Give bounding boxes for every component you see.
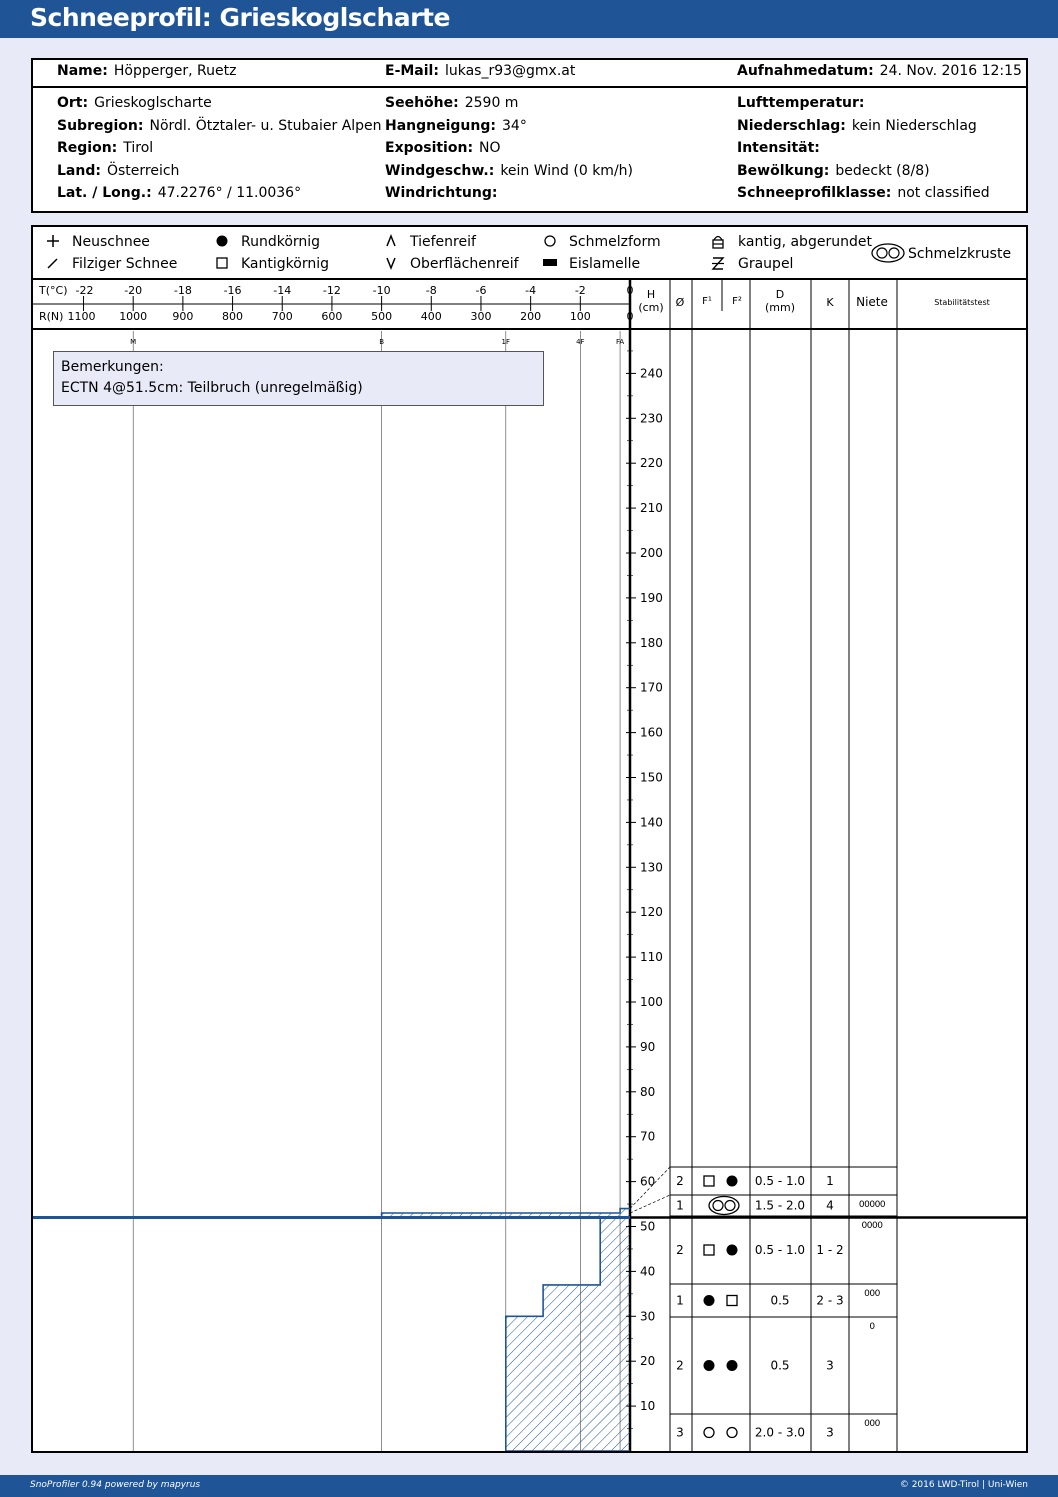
legend-tiefenreif: Tiefenreif bbox=[410, 234, 476, 250]
height-tick-label: 200 bbox=[640, 546, 663, 560]
resistance-tick-label: 800 bbox=[222, 310, 244, 323]
k-cell: 4 bbox=[826, 1198, 834, 1213]
resistance-tick-label: 700 bbox=[271, 310, 293, 323]
row-connector bbox=[630, 1195, 670, 1213]
kantigkoernig-icon bbox=[217, 258, 227, 268]
eislamelle-icon bbox=[543, 259, 557, 266]
temp-tick-label: -12 bbox=[322, 284, 341, 297]
niete-cell: 000 bbox=[864, 1419, 880, 1429]
height-tick-label: 70 bbox=[640, 1129, 656, 1144]
temp-tick-label: -4 bbox=[525, 284, 537, 297]
remarks-text: ECTN 4@51.5cm: Teilbruch (unregelmäßig) bbox=[61, 380, 363, 396]
height-tick-label: 10 bbox=[640, 1399, 656, 1414]
region-field: Region: Tirol bbox=[57, 140, 154, 156]
legend-graupel: Graupel bbox=[738, 256, 794, 272]
niete-cell: 0000 bbox=[861, 1221, 883, 1231]
temp-tick-label: -2 bbox=[574, 284, 586, 297]
info-box bbox=[31, 58, 1028, 213]
height-tick-label: 120 bbox=[640, 905, 663, 920]
f2-header: F² bbox=[732, 296, 742, 307]
schmelzkruste-icon bbox=[725, 1201, 735, 1211]
exposition-field: Exposition: NO bbox=[385, 140, 501, 156]
subregion-field: Subregion: Nördl. Ötztaler- u. Stubaier Alpen bbox=[57, 118, 382, 134]
rundkoernig-icon bbox=[217, 236, 228, 247]
h-unit: (cm) bbox=[638, 301, 664, 314]
tiefenreif-icon bbox=[387, 236, 395, 246]
seehoehe-field: Seehöhe: 2590 m bbox=[385, 95, 519, 111]
name-field: Name: Höpperger, Ruetz bbox=[57, 63, 237, 79]
d-unit: (mm) bbox=[764, 301, 796, 314]
wind-field: Windgeschw.: kein Wind (0 km/h) bbox=[385, 163, 633, 179]
height-tick-label: 140 bbox=[640, 815, 663, 830]
remarks-title: Bemerkungen: bbox=[61, 359, 164, 375]
bewoelkung-field: Bewölkung: bedeckt (8/8) bbox=[737, 163, 930, 179]
email-field: E-Mail: lukas_r93@gmx.at bbox=[385, 63, 576, 79]
hardness-label: 1F bbox=[501, 338, 511, 346]
ort-field: Ort: Grieskoglscharte bbox=[57, 95, 212, 111]
niete-cell: 000 bbox=[864, 1289, 880, 1299]
height-tick-label: 220 bbox=[640, 456, 663, 471]
stability-header: Stabilitätstest bbox=[934, 298, 990, 307]
footer-copyright: © 2016 LWD-Tirol | Uni-Wien bbox=[899, 1480, 1028, 1490]
d-cell: 2.0 - 3.0 bbox=[754, 1425, 806, 1440]
hardness-label: M bbox=[130, 338, 137, 346]
schmelzform-icon bbox=[704, 1428, 714, 1438]
schmelzform-icon bbox=[727, 1428, 737, 1438]
resistance-tick-label: 400 bbox=[420, 310, 442, 323]
resistance-tick-label: 300 bbox=[470, 310, 492, 323]
lufttemp-field: Lufttemperatur: bbox=[737, 95, 865, 111]
d-cell: 0.5 - 1.0 bbox=[754, 1174, 806, 1188]
profile-chart-box bbox=[31, 225, 1028, 1453]
legend bbox=[47, 234, 1011, 272]
hangneigung-field: Hangneigung: 34° bbox=[385, 118, 527, 134]
intensitaet-field: Intensität: bbox=[737, 140, 820, 156]
schmelzkruste-icon bbox=[713, 1201, 723, 1211]
grain-size-header: Ø bbox=[675, 296, 685, 309]
height-tick-label: 230 bbox=[640, 411, 663, 426]
temp-tick-label: -20 bbox=[124, 284, 143, 297]
kantig-abgerundet-icon bbox=[713, 237, 723, 249]
kantigkoernig-icon bbox=[704, 1245, 714, 1255]
header-bar bbox=[0, 0, 1058, 38]
grain-size-cell: 1 bbox=[676, 1198, 684, 1213]
hardness-label: B bbox=[379, 338, 385, 346]
d-header: D bbox=[775, 288, 785, 301]
oberflaechenreif-icon bbox=[387, 258, 395, 268]
resistance-tick-label: 500 bbox=[371, 310, 393, 323]
latlong-field: Lat. / Long.: 47.2276° / 11.0036° bbox=[57, 185, 302, 201]
niete-cell: 00000 bbox=[858, 1200, 886, 1210]
d-cell: 0.5 bbox=[770, 1358, 790, 1373]
hardness-layer bbox=[600, 1218, 630, 1285]
footer-bar bbox=[0, 1475, 1058, 1497]
niete-header: Niete bbox=[856, 295, 888, 309]
graupel-icon bbox=[712, 258, 724, 269]
legend-filzig: Filziger Schnee bbox=[72, 256, 178, 272]
grain-size-cell: 3 bbox=[676, 1425, 684, 1440]
legend-neuschnee: Neuschnee bbox=[72, 234, 150, 250]
remarks-box bbox=[53, 351, 544, 406]
temp-tick-label: 0 bbox=[626, 284, 634, 297]
d-cell: 1.5 - 2.0 bbox=[754, 1198, 806, 1213]
height-tick-label: 110 bbox=[640, 950, 663, 965]
k-cell: 3 bbox=[826, 1425, 834, 1440]
k-cell: 2 - 3 bbox=[816, 1293, 844, 1308]
temp-tick-label: -8 bbox=[425, 284, 437, 297]
filzig-icon bbox=[48, 259, 57, 268]
table-row bbox=[670, 1414, 897, 1440]
resistance-tick-label: 600 bbox=[321, 310, 343, 323]
height-tick-label: 80 bbox=[640, 1084, 656, 1099]
niederschlag-field: Niederschlag: kein Niederschlag bbox=[737, 118, 977, 134]
height-tick-label: 50 bbox=[640, 1219, 656, 1234]
k-cell: 1 - 2 bbox=[816, 1243, 844, 1257]
t-axis-label: T(°C) bbox=[39, 284, 68, 297]
height-tick-label: 180 bbox=[640, 635, 663, 650]
kantigkoernig-icon bbox=[727, 1296, 737, 1306]
profilklasse-field: Schneeprofilklasse: not classified bbox=[737, 185, 990, 201]
height-tick-label: 130 bbox=[640, 860, 663, 875]
resistance-tick-label: 0 bbox=[626, 310, 634, 323]
table-row bbox=[670, 1216, 897, 1257]
grain-size-cell: 2 bbox=[676, 1358, 684, 1373]
rundkoernig-icon bbox=[727, 1245, 738, 1256]
rundkoernig-icon bbox=[727, 1360, 738, 1371]
grain-size-cell: 2 bbox=[676, 1174, 684, 1188]
resistance-tick-label: 1100 bbox=[67, 310, 96, 323]
legend-kantigkoernig: Kantigkörnig bbox=[241, 256, 329, 272]
height-tick-label: 190 bbox=[640, 590, 663, 605]
height-tick-label: 160 bbox=[640, 725, 663, 740]
kantigkoernig-icon bbox=[704, 1176, 714, 1186]
info-separator bbox=[33, 86, 1026, 88]
f1-header: F¹ bbox=[702, 296, 712, 307]
height-tick-label: 90 bbox=[640, 1039, 656, 1054]
height-tick-label: 240 bbox=[640, 366, 663, 381]
legend-rundkoernig: Rundkörnig bbox=[241, 234, 321, 250]
height-tick-label: 60 bbox=[640, 1174, 656, 1189]
legend-oberflaechenreif: Oberflächenreif bbox=[410, 256, 519, 272]
footer-credit: SnoProfiler 0.94 powered by mapyrus bbox=[30, 1480, 201, 1490]
table-row bbox=[670, 1317, 897, 1373]
date-field: Aufnahmedatum: 24. Nov. 2016 12:15 bbox=[737, 63, 1022, 79]
height-tick-label: 20 bbox=[640, 1354, 656, 1369]
page-title: Schneeprofil: Grieskoglscharte bbox=[30, 3, 450, 32]
rundkoernig-icon bbox=[704, 1295, 715, 1306]
legend-schmelzform: Schmelzform bbox=[569, 234, 661, 250]
r-axis-label: R(N) bbox=[39, 310, 64, 323]
land-field: Land: Österreich bbox=[57, 163, 180, 179]
grain-size-cell: 1 bbox=[676, 1293, 684, 1308]
legend-schmelzkruste: Schmelzkruste bbox=[908, 246, 1012, 262]
d-cell: 0.5 bbox=[770, 1293, 790, 1308]
height-tick-label: 150 bbox=[640, 770, 663, 785]
temp-tick-label: -16 bbox=[223, 284, 242, 297]
rundkoernig-icon bbox=[727, 1176, 738, 1187]
hardness-layer bbox=[506, 1316, 630, 1424]
temp-tick-label: -22 bbox=[75, 284, 94, 297]
k-cell: 1 bbox=[826, 1174, 834, 1188]
hardness-layer bbox=[506, 1424, 630, 1451]
height-tick-label: 40 bbox=[640, 1264, 656, 1279]
resistance-tick-label: 1000 bbox=[119, 310, 148, 323]
legend-eislamelle: Eislamelle bbox=[569, 256, 641, 272]
height-tick-label: 30 bbox=[640, 1309, 656, 1324]
height-tick-label: 170 bbox=[640, 680, 663, 695]
temp-tick-label: -6 bbox=[475, 284, 487, 297]
resistance-tick-label: 200 bbox=[520, 310, 542, 323]
rundkoernig-icon bbox=[704, 1360, 715, 1371]
d-cell: 0.5 - 1.0 bbox=[754, 1243, 806, 1257]
schmelzform-icon bbox=[545, 236, 555, 246]
grain-size-cell: 2 bbox=[676, 1243, 684, 1257]
table-column-lines bbox=[670, 279, 897, 1451]
height-tick-label: 210 bbox=[640, 501, 663, 516]
table-row bbox=[670, 1284, 897, 1308]
k-header: K bbox=[826, 296, 834, 309]
hardness-layer bbox=[543, 1285, 630, 1316]
resistance-tick-label: 900 bbox=[172, 310, 194, 323]
resistance-tick-label: 100 bbox=[569, 310, 591, 323]
hardness-label: 4F bbox=[576, 338, 585, 346]
hardness-label: FA bbox=[615, 338, 625, 346]
h-label: H bbox=[646, 288, 656, 301]
windrichtung-field: Windrichtung: bbox=[385, 185, 498, 201]
niete-cell: 0 bbox=[869, 1322, 875, 1332]
k-cell: 3 bbox=[826, 1358, 834, 1373]
temp-tick-label: -18 bbox=[173, 284, 192, 297]
neuschnee-icon bbox=[47, 235, 59, 247]
height-tick-label: 100 bbox=[640, 995, 663, 1009]
legend-kantig-abgerundet: kantig, abgerundet bbox=[738, 234, 872, 250]
schmelzkruste-icon bbox=[872, 244, 904, 262]
snow-profile-chart bbox=[33, 227, 1026, 1451]
temp-tick-label: -14 bbox=[273, 284, 292, 297]
temp-tick-label: -10 bbox=[372, 284, 391, 297]
